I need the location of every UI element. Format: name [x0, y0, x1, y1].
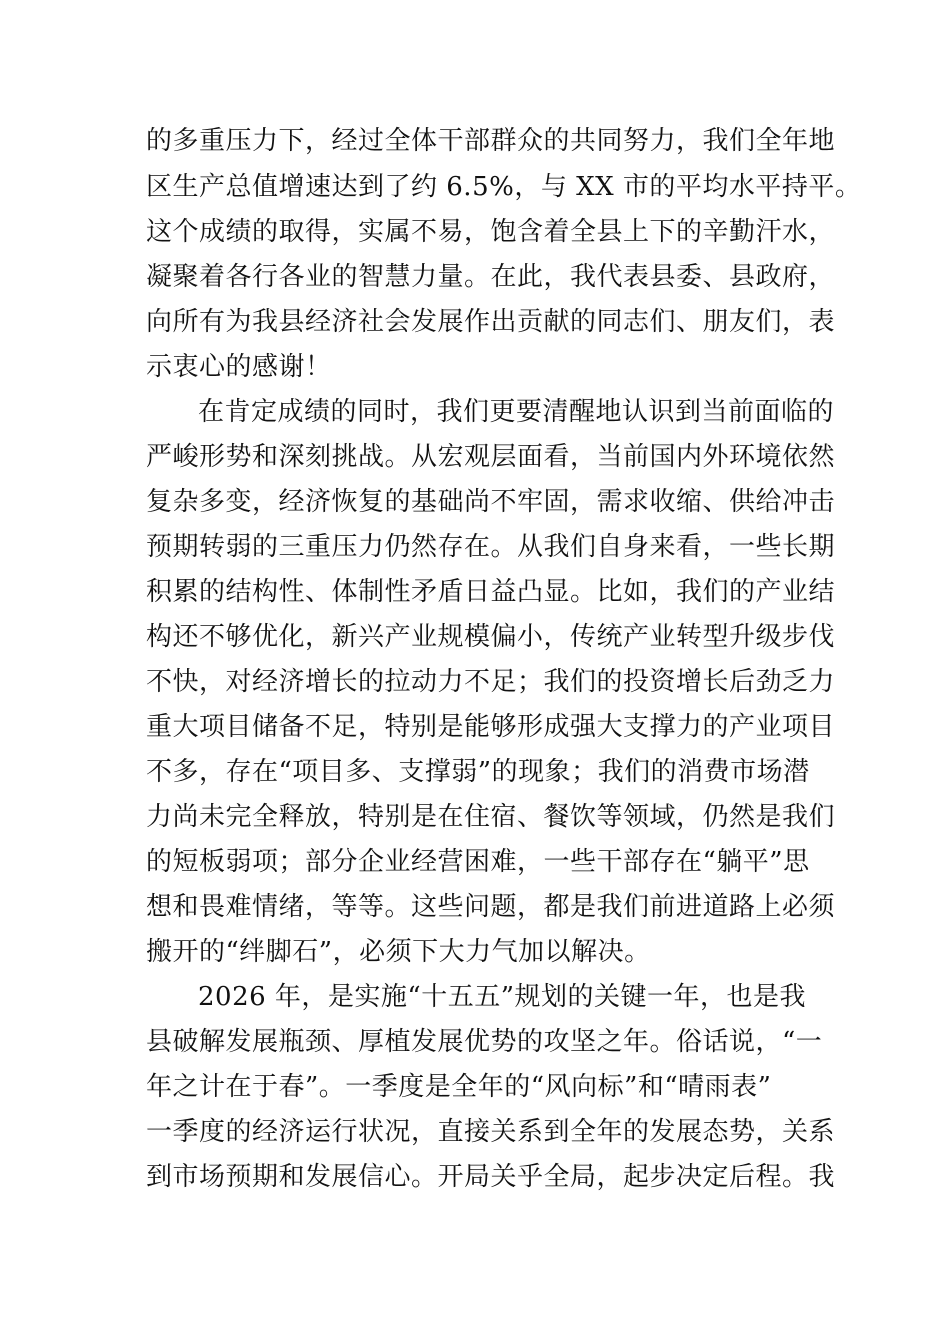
- text-line: 2026 年，是实施“十五五”规划的关键一年，也是我: [198, 982, 807, 1012]
- text-line: 示衷心的感谢！: [146, 352, 332, 382]
- text-line: 这个成绩的取得，实属不易，饱含着全县上下的辛勤汗水，: [146, 217, 836, 247]
- text-line: 搬开的“绊脚石”，必须下大力气加以解决。: [146, 937, 651, 967]
- text-line: 年之计在于春”。一季度是全年的“风向标”和“晴雨表”: [146, 1072, 772, 1102]
- text-line: 的多重压力下，经过全体干部群众的共同努力，我们全年地: [146, 126, 836, 156]
- text-line: 不快，对经济增长的拉动力不足；我们的投资增长后劲乏力: [146, 667, 836, 697]
- text-line: 力尚未完全释放，特别是在住宿、餐饮等领域，仍然是我们: [146, 802, 836, 832]
- text-line: 县破解发展瓶颈、厚植发展优势的攻坚之年。俗话说，“一: [146, 1027, 823, 1057]
- text-line: 向所有为我县经济社会发展作出贡献的同志们、朋友们，表: [146, 307, 836, 337]
- text-line: 的短板弱项；部分企业经营困难，一些干部存在“躺平”思: [146, 847, 810, 877]
- text-line: 预期转弱的三重压力仍然存在。从我们自身来看，一些长期: [146, 532, 836, 562]
- text-line: 区生产总值增速达到了约 6.5%，与 XX 市的平均水平持平。: [146, 172, 862, 202]
- text-line: 到市场预期和发展信心。开局关乎全局，起步决定后程。我: [146, 1162, 836, 1192]
- text-line: 凝聚着各行各业的智慧力量。在此，我代表县委、县政府，: [146, 262, 836, 292]
- text-line: 构还不够优化，新兴产业规模偏小，传统产业转型升级步伐: [146, 622, 836, 652]
- text-line: 想和畏难情绪，等等。这些问题，都是我们前进道路上必须: [146, 892, 836, 922]
- text-line: 严峻形势和深刻挑战。从宏观层面看，当前国内外环境依然: [146, 442, 836, 472]
- text-line: 在肯定成绩的同时，我们更要清醒地认识到当前面临的: [198, 397, 835, 427]
- text-line: 积累的结构性、体制性矛盾日益凸显。比如，我们的产业结: [146, 577, 836, 607]
- text-line: 重大项目储备不足，特别是能够形成强大支撑力的产业项目: [146, 712, 836, 742]
- text-line: 一季度的经济运行状况，直接关系到全年的发展态势，关系: [146, 1117, 836, 1147]
- text-line: 复杂多变，经济恢复的基础尚不牢固，需求收缩、供给冲击: [146, 487, 836, 517]
- text-line: 不多，存在“项目多、支撑弱”的现象；我们的消费市场潜: [146, 757, 810, 787]
